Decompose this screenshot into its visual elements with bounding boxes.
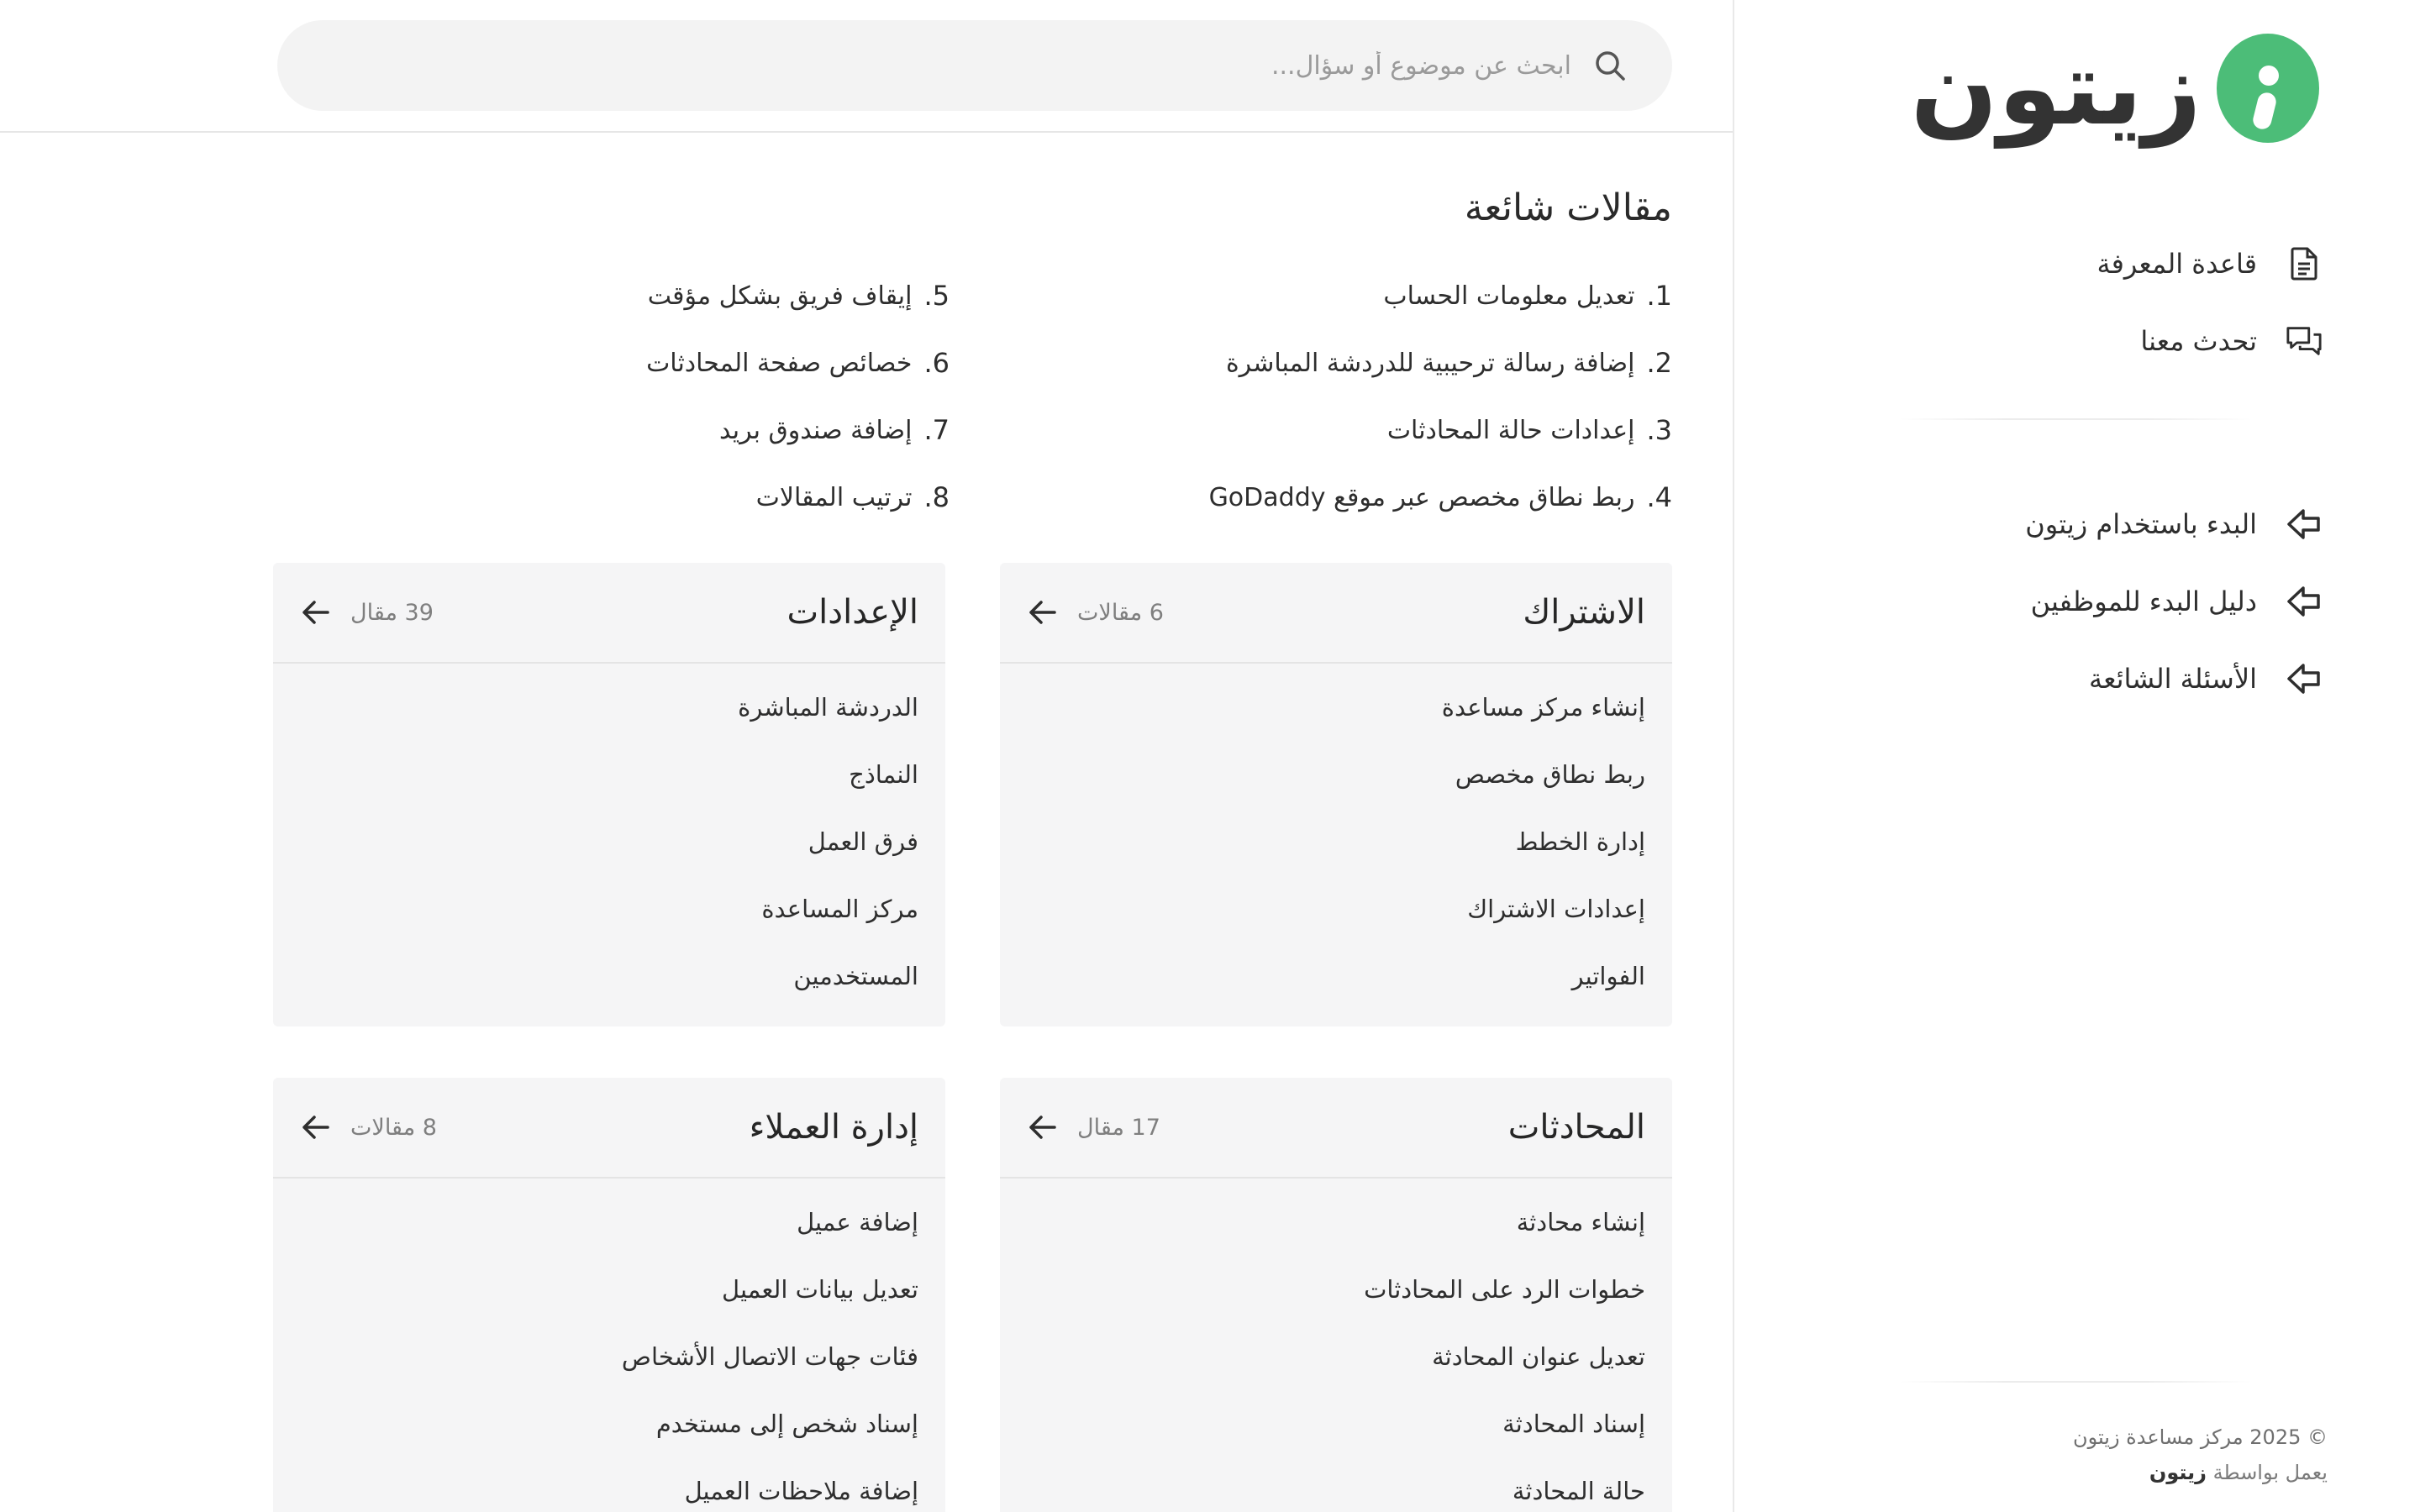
article-count-label: 39 مقال (350, 599, 434, 626)
popular-article-link[interactable] (1000, 464, 1672, 531)
search-icon[interactable] (1591, 47, 1628, 84)
article-number: 1. (1646, 280, 1672, 312)
article-number: 6. (923, 347, 950, 379)
sidebar-divider (1899, 1381, 2252, 1383)
sidebar-divider (1899, 418, 2252, 420)
sidebar-item-label: الأسئلة الشائعة (2089, 663, 2257, 695)
article-title: خصائص صفحة المحادثات (646, 348, 913, 378)
top-bar (0, 0, 1733, 133)
sidebar-item-getting-started[interactable] (1852, 486, 2323, 563)
card-article-count[interactable] (1027, 1111, 1160, 1143)
card-header (1000, 1078, 1672, 1179)
popular-articles-column (277, 262, 950, 531)
category-article-link[interactable]: النماذج (849, 760, 918, 789)
card-links (1000, 1179, 1672, 1512)
article-number: 2. (1646, 347, 1672, 379)
category-article-link[interactable]: ربط نطاق مخصص (1455, 760, 1645, 789)
article-title: إضافة رسالة ترحيبية للدردشة المباشرة (1225, 348, 1635, 378)
card-header (273, 1078, 945, 1179)
category-article-link[interactable]: حالة المحادثة (1512, 1477, 1645, 1505)
logo-mark-icon (2217, 34, 2319, 143)
category-article-link[interactable]: إضافة عميل (797, 1208, 918, 1236)
brand-logo[interactable] (1910, 29, 2319, 148)
card-links (273, 1179, 945, 1512)
arrow-left-icon[interactable] (300, 1111, 332, 1143)
card-links (1000, 664, 1672, 1010)
article-title: إضافة صندوق بريد (718, 415, 913, 445)
article-count-label: 17 مقال (1077, 1114, 1160, 1141)
sidebar-item-label: البدء باستخدام زيتون (2025, 508, 2257, 540)
card-title[interactable]: الإعدادات (786, 593, 918, 632)
category-article-link[interactable]: الدردشة المباشرة (738, 693, 918, 722)
category-article-link[interactable]: إنشاء مركز مساعدة (1441, 693, 1645, 722)
card-title[interactable]: الاشتراك (1523, 593, 1645, 632)
sidebar-item-faq[interactable] (1852, 640, 2323, 717)
search-box[interactable] (277, 20, 1672, 111)
arrow-left-icon[interactable] (1027, 1111, 1059, 1143)
card-article-count[interactable] (300, 1111, 437, 1143)
category-article-link[interactable]: إعدادات الاشتراك (1467, 895, 1645, 923)
arrow-left-icon[interactable] (300, 596, 332, 628)
category-article-link[interactable]: الفواتير (1571, 962, 1645, 990)
popular-article-link[interactable] (1000, 396, 1672, 464)
popular-article-link[interactable] (1000, 329, 1672, 396)
card-article-count[interactable] (300, 596, 434, 628)
category-article-link[interactable]: فئات جهات الاتصال الأشخاص (621, 1342, 918, 1371)
category-article-link[interactable]: إدارة الخطط (1515, 827, 1645, 856)
article-count-label: 6 مقالات (1077, 599, 1164, 626)
sidebar (1733, 0, 2420, 1512)
category-article-link[interactable]: إسناد شخص إلى مستخدم (655, 1410, 918, 1438)
powered-by-label: يعمل بواسطة (2212, 1461, 2328, 1484)
sidebar-item-employee-guide[interactable] (1852, 563, 2323, 640)
category-article-link[interactable]: إضافة ملاحظات العميل (684, 1477, 918, 1505)
arrow-shape-icon (2286, 660, 2323, 697)
popular-article-link[interactable] (277, 329, 950, 396)
sidebar-item-label: دليل البدء للموظفين (2030, 585, 2257, 617)
category-article-link[interactable]: تعديل بيانات العميل (722, 1275, 918, 1304)
article-title: إيقاف فريق بشكل مؤقت (647, 281, 913, 311)
category-article-link[interactable]: مركز المساعدة (761, 895, 918, 923)
arrow-shape-icon (2286, 583, 2323, 620)
category-article-link[interactable]: إسناد المحادثة (1502, 1410, 1645, 1438)
category-article-link[interactable]: تعديل عنوان المحادثة (1432, 1342, 1645, 1371)
brand-name: زيتون (1910, 29, 2202, 148)
category-card-customers (273, 1078, 945, 1512)
article-title: ترتيب المقالات (755, 482, 913, 512)
popular-article-link[interactable] (277, 396, 950, 464)
article-title: تعديل معلومات الحساب (1383, 281, 1635, 311)
sidebar-item-label: قاعدة المعرفة (2096, 248, 2257, 280)
article-title: إعدادات حالة المحادثات (1386, 415, 1635, 445)
card-links (273, 664, 945, 1010)
category-card-subscription (1000, 563, 1672, 1026)
article-count-label: 8 مقالات (350, 1114, 437, 1141)
card-title[interactable]: المحادثات (1507, 1108, 1645, 1147)
article-title: ربط نطاق مخصص عبر موقع GoDaddy (1208, 482, 1635, 512)
powered-by (2073, 1455, 2328, 1490)
document-icon (2286, 245, 2323, 282)
article-number: 4. (1646, 481, 1672, 513)
card-title[interactable]: إدارة العملاء (749, 1108, 918, 1147)
category-card-settings (273, 563, 945, 1026)
category-card-conversations (1000, 1078, 1672, 1512)
card-header (1000, 563, 1672, 664)
category-article-link[interactable]: إنشاء محادثة (1516, 1208, 1645, 1236)
popular-article-link[interactable] (277, 464, 950, 531)
article-number: 8. (923, 481, 950, 513)
popular-article-link[interactable] (1000, 262, 1672, 329)
article-number: 7. (923, 414, 950, 446)
sidebar-item-label: تحدث معنا (2140, 325, 2257, 357)
popular-articles-title: مقالات شائعة (1464, 186, 1672, 229)
sidebar-item-knowledge-base[interactable] (1852, 225, 2323, 302)
copyright-text: © 2025 مركز مساعدة زيتون (2073, 1425, 2328, 1449)
popular-articles-column (1000, 262, 1672, 531)
sidebar-footer (2073, 1420, 2328, 1490)
chat-icon (2286, 323, 2323, 360)
arrow-left-icon[interactable] (1027, 596, 1059, 628)
card-header (273, 563, 945, 664)
article-number: 5. (923, 280, 950, 312)
card-article-count[interactable] (1027, 596, 1164, 628)
category-article-link[interactable]: خطوات الرد على المحادثات (1364, 1275, 1645, 1304)
sidebar-guides-nav (1852, 486, 2323, 717)
sidebar-item-chat[interactable] (1852, 302, 2323, 380)
arrow-shape-icon (2286, 506, 2323, 543)
category-article-link[interactable]: المستخدمين (793, 962, 918, 990)
powered-by-brand-link[interactable]: زيتون (2149, 1461, 2207, 1484)
search-input[interactable] (277, 20, 1571, 111)
article-number: 3. (1646, 414, 1672, 446)
sidebar-primary-nav (1852, 225, 2323, 380)
popular-article-link[interactable] (277, 262, 950, 329)
category-article-link[interactable]: فرق العمل (808, 827, 918, 856)
